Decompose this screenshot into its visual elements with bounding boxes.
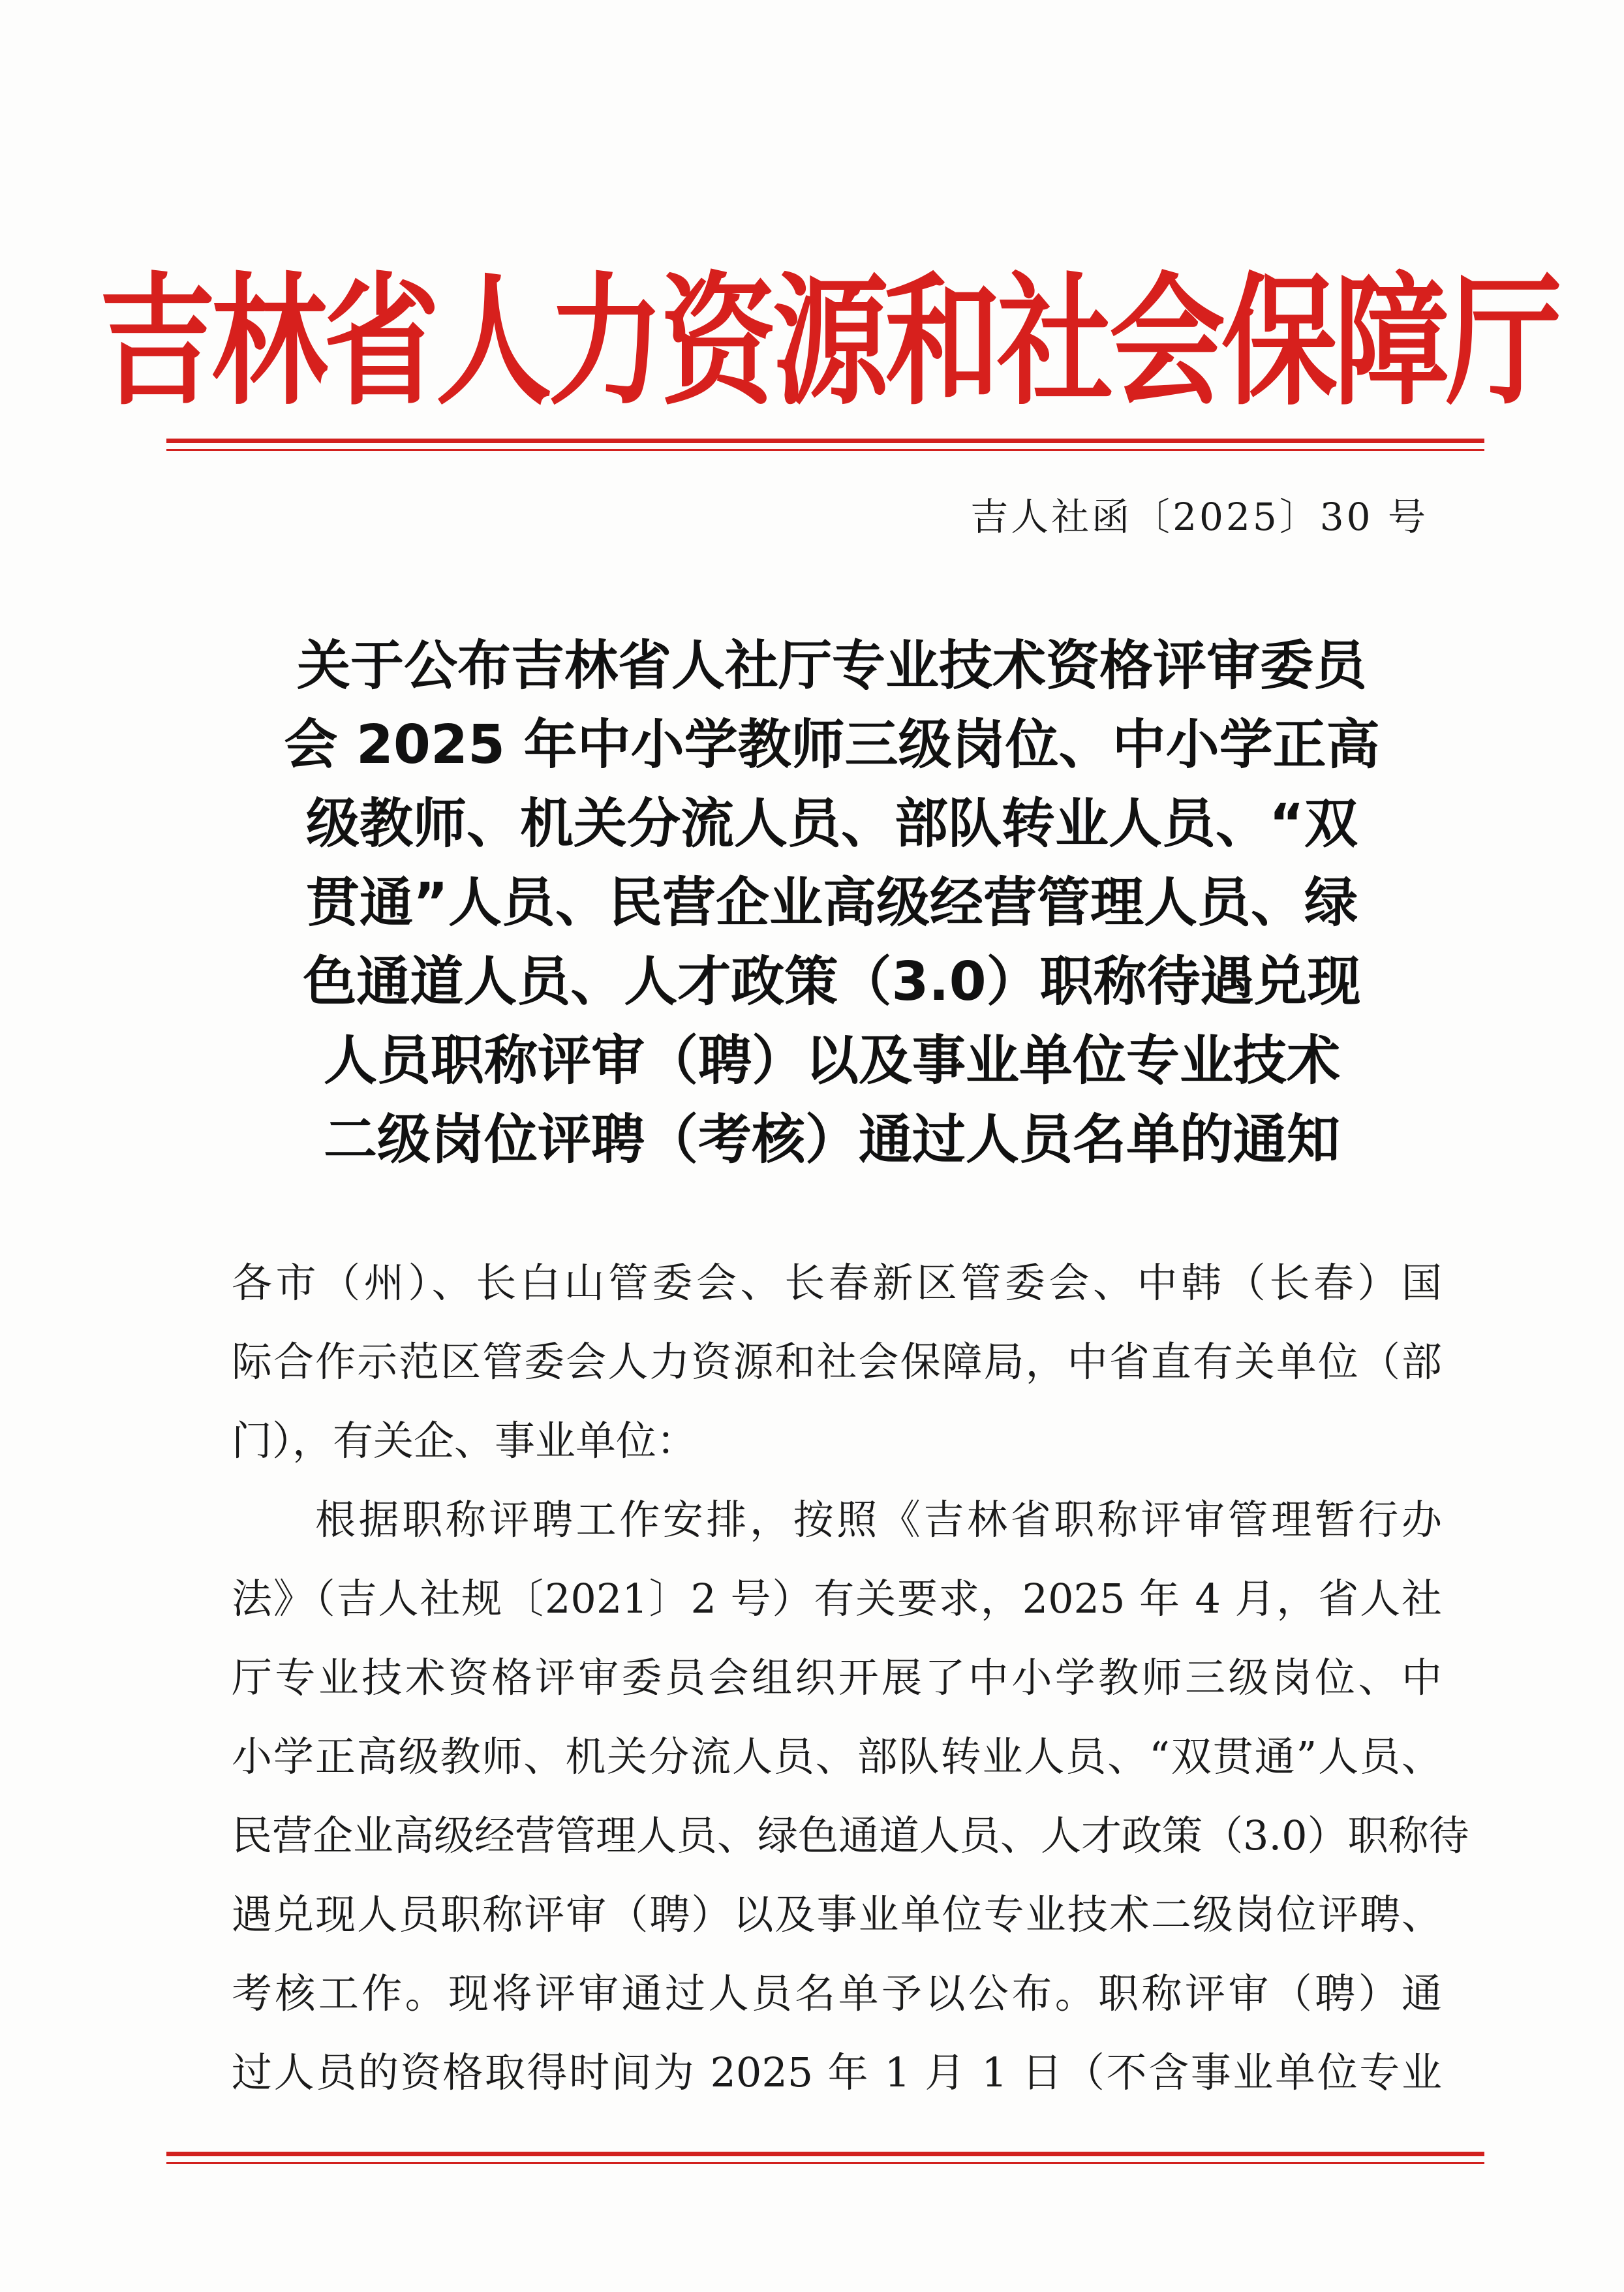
red-rule-thick bbox=[166, 439, 1484, 443]
document-body bbox=[232, 1243, 1469, 2112]
body-line: 考核工作。现将评审通过人员名单予以公布。职称评审（聘）通 bbox=[232, 1970, 1442, 2017]
body-line: 民营企业高级经营管理人员、绿色通道人员、人才政策（3.0）职称待 bbox=[232, 1812, 1469, 1859]
document-number: 吉人社函〔2025〕30 号 bbox=[970, 495, 1428, 539]
addressee-line: 门），有关企、事业单位： bbox=[232, 1417, 697, 1464]
red-header-rule bbox=[166, 439, 1484, 451]
addressee-line: 际合作示范区管委会人力资源和社会保障局，中省直有关单位（部 bbox=[232, 1338, 1442, 1386]
red-rule-thin bbox=[166, 2162, 1484, 2164]
red-footer-rule bbox=[166, 2152, 1484, 2164]
title-line: 级教师、机关分流人员、部队转业人员、“双 bbox=[306, 793, 1358, 855]
red-rule-thick bbox=[166, 2152, 1484, 2156]
title-line: 贯通”人员、民营企业高级经营管理人员、绿 bbox=[306, 872, 1358, 934]
red-rule-thin bbox=[166, 449, 1484, 451]
addressee-line: 各市（州）、长白山管委会、长春新区管委会、中韩（长春）国 bbox=[232, 1259, 1442, 1307]
document-title bbox=[228, 627, 1435, 1179]
title-line: 人员职称评审（聘）以及事业单位专业技术 bbox=[323, 1030, 1340, 1092]
body-line: 法》（吉人社规〔2021〕2 号）有关要求，2025 年 4 月，省人社 bbox=[232, 1575, 1442, 1622]
title-line: 二级岗位评聘（考核）通过人员名单的通知 bbox=[323, 1109, 1340, 1171]
title-line: 色通道人员、人才政策（3.0）职称待遇兑现 bbox=[303, 951, 1361, 1013]
body-line: 小学正高级教师、机关分流人员、部队转业人员、“双贯通”人员、 bbox=[232, 1733, 1442, 1780]
body-line: 根据职称评聘工作安排，按照《吉林省职称评审管理暂行办 bbox=[315, 1496, 1442, 1543]
body-line: 过人员的资格取得时间为 2025 年 1 月 1 日（不含事业单位专业 bbox=[232, 2049, 1442, 2096]
body-line: 遇兑现人员职称评审（聘）以及事业单位专业技术二级岗位评聘、 bbox=[232, 1891, 1442, 1938]
body-line: 厅专业技术资格评审委员会组织开展了中小学教师三级岗位、中 bbox=[232, 1654, 1442, 1701]
title-line: 会 2025 年中小学教师三级岗位、中小学正高 bbox=[284, 714, 1380, 776]
agency-masthead: 吉林省人力资源和社会保障厅 bbox=[99, 259, 1558, 425]
title-line: 关于公布吉林省人社厅专业技术资格评审委员 bbox=[296, 635, 1367, 697]
